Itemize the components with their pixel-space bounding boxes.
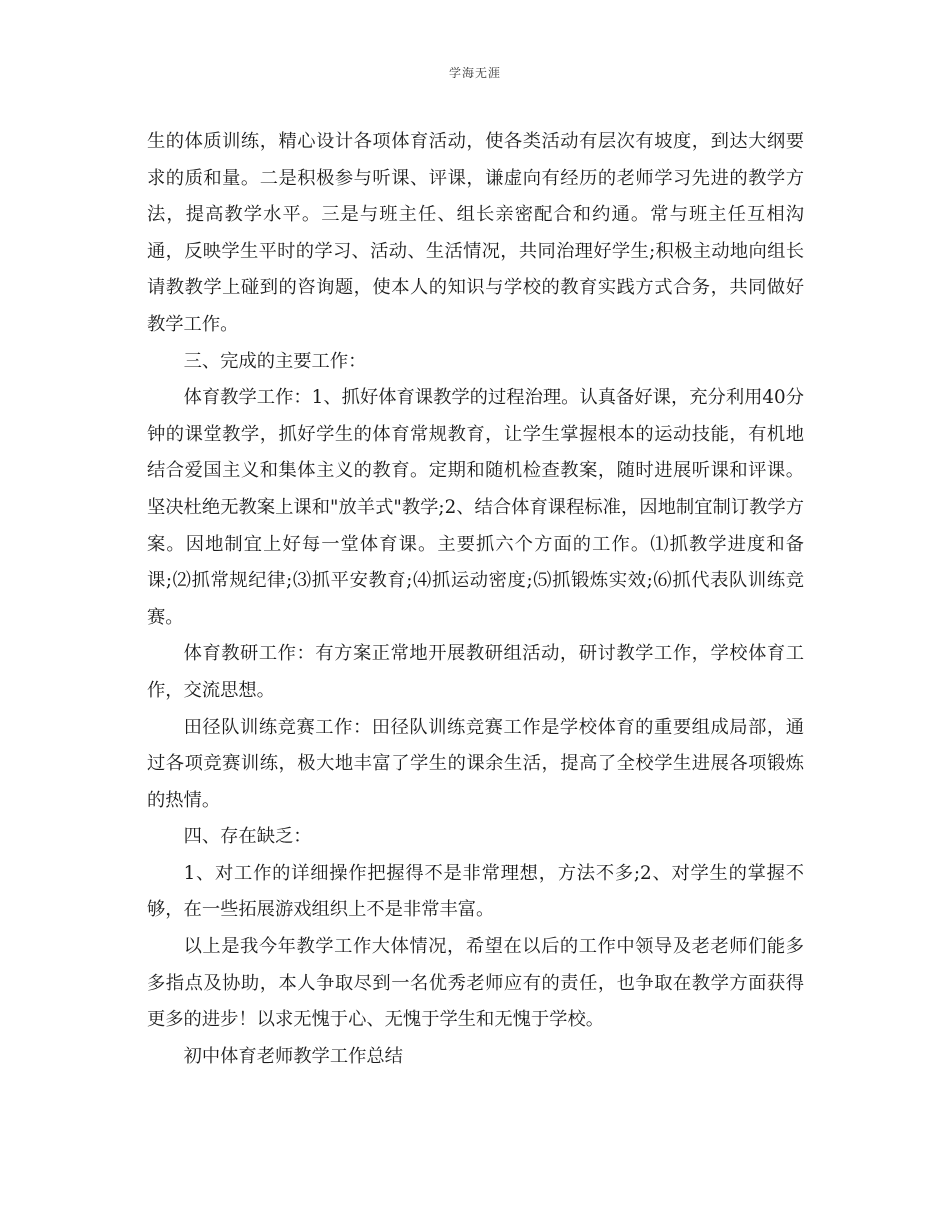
section-heading-shortcomings: 四、存在缺乏： [183,826,312,848]
page-header: 学海无涯 [448,66,501,80]
paragraph-continued: 生的体质训练，精心设计各项体育活动，使各类活动有层次有坡度，到达大纲要求的质和量。二是积极参与听课、评课，谦虚向有经历的老师学习先进的教学方法，提高教学水平。三是与班主任、组长亲密配合和约通。常与班主任互相沟通，反映学生平时的学习、活动、生活情况，共同治理好学生;积极主动地向组长请教教学上碰到的咨询题，使本人的知识与学校的教育实践方式合务，共同做好教学工作。 [147,131,804,335]
paragraph-research-work: 体育教研工作：有方案正常地开展教研组活动，研讨教学工作，学校体育工作，交流思想。 [147,643,804,701]
paragraph-shortcomings: 1、对工作的详细操作把握得不是非常理想，方法不多;2、对学生的掌握不够，在一些拓展游戏组织上不是非常丰富。 [147,862,804,921]
document-body [147,124,804,1075]
paragraph-track-team: 田径队训练竞赛工作：田径队训练竞赛工作是学校体育的重要组成局部，通过各项竞赛训练，极大地丰富了学生的课余生活，提高了全校学生进展各项锻炼的热情。 [147,716,804,811]
paragraph-teaching-work: 体育教学工作：1、抓好体育课教学的过程治理。认真备好课，充分利用40分钟的课堂教学，抓好学生的体育常规教育，让学生掌握根本的运动技能，有机地结合爱国主义和集体主义的教育。定期和随机检查教案，随时进展听课和评课。坚决杜绝无教案上课和"放羊式"教学;2、结合体育课程标准，因地制宜制订教学方案。因地制宜上好每一堂体育课。主要抓六个方面的工作。⑴抓教学进度和备课;⑵抓常规纪律;⑶抓平安教育;⑷抓运动密度;⑸抓锻炼实效;⑹抓代表队训练竞赛。 [147,387,804,628]
paragraph-conclusion: 以上是我今年教学工作大体情况，希望在以后的工作中领导及老老师们能多多指点及协助，本人争取尽到一名优秀老师应有的责任，也争取在教学方面获得更多的进步！以求无愧于心、无愧于学生和无愧于学校。 [147,936,804,1031]
section-heading-main-work: 三、完成的主要工作： [183,350,367,372]
next-document-title: 初中体育老师教学工作总结 [183,1045,403,1067]
